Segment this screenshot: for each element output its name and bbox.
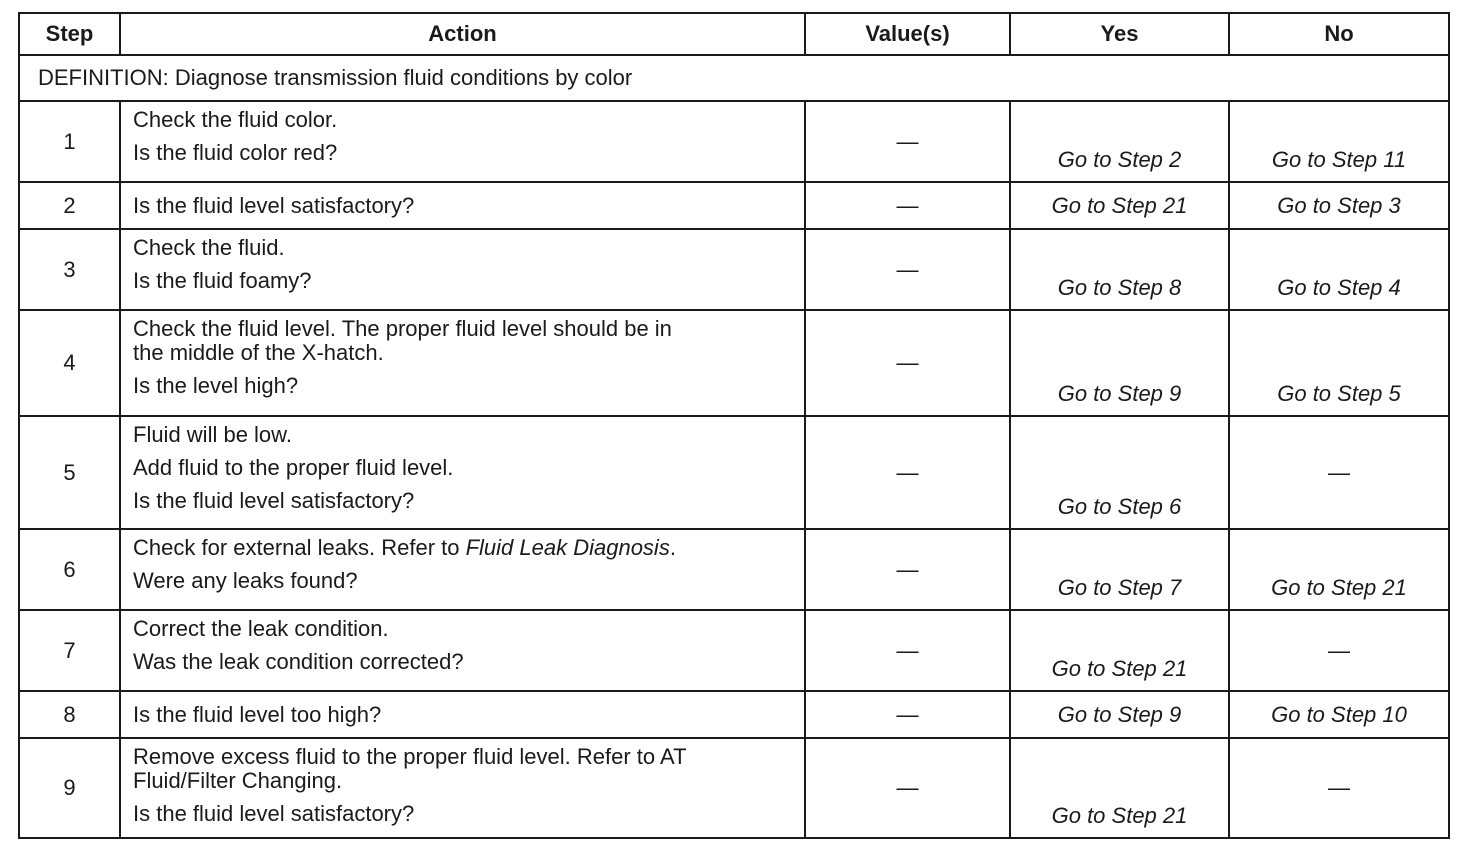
yes-cell: Go to Step 21 (1010, 182, 1229, 229)
action-line: Fluid/Filter Changing. (133, 768, 343, 793)
yes-cell: Go to Step 21 (1010, 610, 1229, 691)
action-cell (120, 101, 805, 182)
header-row (19, 13, 1449, 55)
action-cell (120, 182, 805, 229)
action-question: Was the leak condition corrected? (133, 649, 464, 674)
action-text: . (669, 535, 676, 560)
table-row (19, 229, 1449, 310)
definition-text: DEFINITION: Diagnose transmission fluid conditions by color (19, 55, 1449, 101)
yes-cell: Go to Step 2 (1010, 101, 1229, 182)
action-cell (120, 610, 805, 691)
action-line: Check the fluid level. The proper fluid level should be in (133, 316, 672, 341)
yes-cell: Go to Step 8 (1010, 229, 1229, 310)
action-line (133, 536, 792, 560)
value-cell: — (805, 310, 1010, 416)
table-row (19, 738, 1449, 838)
header-no: No (1229, 13, 1449, 55)
step-number: 6 (19, 529, 120, 610)
step-number: 2 (19, 182, 120, 229)
action-cell (120, 529, 805, 610)
no-cell: — (1229, 416, 1449, 529)
action-cell (120, 416, 805, 529)
no-cell: Go to Step 21 (1229, 529, 1449, 610)
value-cell: — (805, 529, 1010, 610)
action-line: Remove excess fluid to the proper fluid level. Refer to AT (133, 744, 687, 769)
step-number: 5 (19, 416, 120, 529)
no-cell: Go to Step 3 (1229, 182, 1449, 229)
step-number: 8 (19, 691, 120, 738)
action-question: Is the fluid level satisfactory? (133, 192, 415, 218)
value-cell: — (805, 691, 1010, 738)
value-cell: — (805, 416, 1010, 529)
action-text: Check for external leaks. Refer to (133, 535, 466, 560)
table-row (19, 416, 1449, 529)
header-values: Value(s) (805, 13, 1010, 55)
action-question: Were any leaks found? (133, 568, 358, 593)
action-question: Is the fluid foamy? (133, 268, 312, 293)
action-line: Add fluid to the proper fluid level. (133, 455, 454, 480)
value-cell: — (805, 229, 1010, 310)
yes-cell: Go to Step 6 (1010, 416, 1229, 529)
no-cell: Go to Step 5 (1229, 310, 1449, 416)
no-cell: Go to Step 11 (1229, 101, 1449, 182)
yes-cell: Go to Step 9 (1010, 691, 1229, 738)
no-cell: — (1229, 610, 1449, 691)
value-cell: — (805, 182, 1010, 229)
action-cell (120, 738, 805, 838)
action-cell (120, 310, 805, 416)
table-row (19, 182, 1449, 229)
action-question: Is the level high? (133, 373, 299, 398)
action-question: Is the fluid level satisfactory? (133, 488, 415, 513)
action-question: Is the fluid color red? (133, 140, 338, 165)
action-line: Check the fluid. (133, 235, 285, 260)
action-line: Fluid will be low. (133, 422, 292, 447)
no-cell: Go to Step 10 (1229, 691, 1449, 738)
diagnostic-table (18, 12, 1450, 839)
value-cell: — (805, 610, 1010, 691)
table-row (19, 610, 1449, 691)
step-number: 7 (19, 610, 120, 691)
action-cell (120, 691, 805, 738)
action-question: Is the fluid level satisfactory? (133, 801, 415, 826)
step-number: 4 (19, 310, 120, 416)
reference-link: Fluid Leak Diagnosis (465, 535, 670, 560)
action-line: Correct the leak condition. (133, 616, 389, 641)
step-number: 3 (19, 229, 120, 310)
table-row (19, 529, 1449, 610)
action-question: Is the fluid level too high? (133, 701, 382, 727)
action-cell (120, 229, 805, 310)
step-number: 9 (19, 738, 120, 838)
step-number: 1 (19, 101, 120, 182)
table-row (19, 691, 1449, 738)
action-line: Check the fluid color. (133, 107, 338, 132)
table-row (19, 101, 1449, 182)
header-step: Step (19, 13, 120, 55)
action-line: the middle of the X-hatch. (133, 340, 384, 365)
yes-cell: Go to Step 7 (1010, 529, 1229, 610)
table-row (19, 310, 1449, 416)
value-cell: — (805, 738, 1010, 838)
no-cell: — (1229, 738, 1449, 838)
yes-cell: Go to Step 21 (1010, 738, 1229, 838)
no-cell: Go to Step 4 (1229, 229, 1449, 310)
value-cell: — (805, 101, 1010, 182)
header-yes: Yes (1010, 13, 1229, 55)
yes-cell: Go to Step 9 (1010, 310, 1229, 416)
definition-row (19, 55, 1449, 101)
header-action: Action (120, 13, 805, 55)
